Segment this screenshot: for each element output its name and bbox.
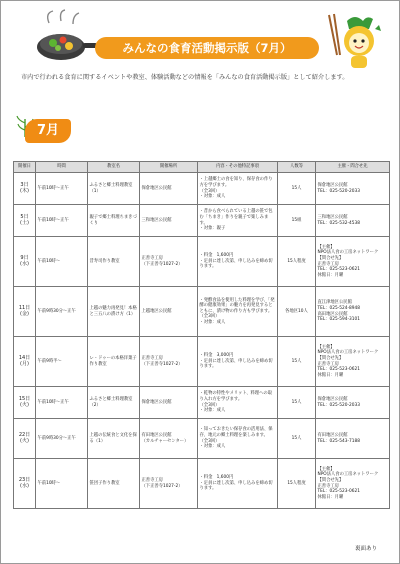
event-content: ・料金 3,000円 ・定員に達し次第、申し込みを締め切ります。 bbox=[198, 337, 278, 387]
event-contact: 三和地区公民館 TEL：025-532-4538 bbox=[316, 205, 390, 237]
event-capacity: 15人程度 bbox=[278, 459, 316, 509]
table-header-row bbox=[14, 162, 390, 173]
event-time: 午前10時～正午 bbox=[36, 205, 88, 237]
event-place: 上越地区公民館 bbox=[140, 287, 198, 337]
events-table bbox=[13, 161, 390, 509]
event-date: 11日 (金) bbox=[14, 287, 36, 337]
table-row bbox=[14, 173, 390, 205]
column-header-contact: 主催・問合せ先 bbox=[316, 162, 390, 173]
event-capacity: 15人程度 bbox=[278, 237, 316, 287]
event-date: 5日 (土) bbox=[14, 205, 36, 237]
event-capacity: 15人 bbox=[278, 387, 316, 419]
event-place: 有田地区公民館 （カルチャーセンター） bbox=[140, 419, 198, 459]
table-row bbox=[14, 459, 390, 509]
event-capacity: 15組 bbox=[278, 205, 316, 237]
event-class: 親子で郷土料理ちまきづくり bbox=[88, 205, 140, 237]
event-time: 午前10時～正午 bbox=[36, 387, 88, 419]
page-title: みんなの食育活動掲示版（7月） bbox=[95, 37, 319, 59]
event-place: 三和地区公民館 bbox=[140, 205, 198, 237]
event-capacity: 15人 bbox=[278, 419, 316, 459]
table-row bbox=[14, 237, 390, 287]
column-header-content: 内容・その他特記事項 bbox=[198, 162, 278, 173]
event-contact: 直江津地区公民館 TEL：025-524-8948 高田地区公民館 TEL：025-594-3101 bbox=[316, 287, 390, 337]
event-capacity: 15人 bbox=[278, 173, 316, 205]
event-time: 午前10時～ bbox=[36, 459, 88, 509]
table-row bbox=[14, 387, 390, 419]
event-content: ・知っておきたい保存食の活用法、保存、地元の郷土料理を楽しみます。 （全3回） ・対象：成人 bbox=[198, 419, 278, 459]
event-date: 23日 (水) bbox=[14, 459, 36, 509]
event-class: レ・ドゥーの本格洋菓子作り教室 bbox=[88, 337, 140, 387]
event-content: ・料金 1,600円 ・定員に達し次第、申し込みを締め切ります。 bbox=[198, 459, 278, 509]
event-date: 14日 (月) bbox=[14, 337, 36, 387]
table-row bbox=[14, 419, 390, 459]
column-header-class: 教室名 bbox=[88, 162, 140, 173]
mascot-icon bbox=[323, 11, 385, 71]
intro-text: 市内で行われる食育に関するイベントや教室、体験活動などの情報を「みんなの食育活動掲示版」として紹介します。 bbox=[21, 74, 349, 81]
event-class: ふるさと郷土料理教室（1） bbox=[88, 173, 140, 205]
column-header-date: 開催日 bbox=[14, 162, 36, 173]
event-time: 午前9時30分～正午 bbox=[36, 419, 88, 459]
table-row bbox=[14, 287, 390, 337]
event-time: 午前10時～ bbox=[36, 237, 88, 287]
column-header-capacity: 人数等 bbox=[278, 162, 316, 173]
event-content: ・発酵食品を使用した料理を学び、「発酵の健康効果」の魅力を再発見するとともに、漬け物の作り方も学びます。 （全3回） ・対象：成人 bbox=[198, 287, 278, 337]
event-place: 正善寺工房 （下正善寺1027-2） bbox=[140, 459, 198, 509]
event-time: 午前9時30分～正午 bbox=[36, 287, 88, 337]
event-contact: 保倉地区公民館 TEL：025-520-2033 bbox=[316, 387, 390, 419]
event-content: ・乾物の特性やメリット、料理への取り入れ方を学びます。 （全3回） ・対象：成人 bbox=[198, 387, 278, 419]
event-class: 笹団子作り教室 bbox=[88, 459, 140, 509]
event-contact: 【主催】 NPO法人食の工房ネットワーク 【問合せ先】 正善寺工房 TEL：025-523-0621 休館日：月曜 bbox=[316, 237, 390, 287]
event-date: 3日 (木) bbox=[14, 173, 36, 205]
month-badge: 7月 bbox=[25, 119, 71, 143]
table-row bbox=[14, 205, 390, 237]
event-place: 正善寺工房 （下正善寺1027-2） bbox=[140, 237, 198, 287]
event-capacity: 各地区10人 bbox=[278, 287, 316, 337]
event-date: 9日 (水) bbox=[14, 237, 36, 287]
event-place: 保倉地区公民館 bbox=[140, 387, 198, 419]
event-class: 昔寿司作り教室 bbox=[88, 237, 140, 287]
event-content: ・昔から食べられている上越の笹で包む「ちまき」作りを親子で楽しみます。 ・対象：親子 bbox=[198, 205, 278, 237]
frying-pan-icon bbox=[31, 9, 97, 67]
event-contact: 【主催】 NPO法人食の工房ネットワーク 【問合せ先】 正善寺工房 TEL：025-523-0621 休館日：月曜 bbox=[316, 459, 390, 509]
event-contact: 保倉地区公民館 TEL：025-520-2033 bbox=[316, 173, 390, 205]
event-capacity: 15人 bbox=[278, 337, 316, 387]
event-date: 15日 (火) bbox=[14, 387, 36, 419]
event-contact: 有田地区公民館 TEL：025-543-7188 bbox=[316, 419, 390, 459]
column-header-time: 時間 bbox=[36, 162, 88, 173]
event-content: ・上越郷土の食を知り、保存食の作り方を学びます。 （全3回） ・対象：成人 bbox=[198, 173, 278, 205]
reverse-side-note: 裏面あり bbox=[354, 546, 377, 552]
event-place: 正善寺工房 （下正善寺1027-2） bbox=[140, 337, 198, 387]
table-row bbox=[14, 337, 390, 387]
event-class: 上越の伝統食と文化を探る（1） bbox=[88, 419, 140, 459]
event-class: ふるさと郷土料理教室（2） bbox=[88, 387, 140, 419]
event-time: 午前9時半～ bbox=[36, 337, 88, 387]
event-date: 22日 (火) bbox=[14, 419, 36, 459]
column-header-place: 開催場所 bbox=[140, 162, 198, 173]
event-content: ・料金 1,600円 ・定員に達し次第、申し込みを締め切ります。 bbox=[198, 237, 278, 287]
event-class: 上越の魅力再発見！本格と三五八の漬け方（1） bbox=[88, 287, 140, 337]
event-place: 保倉地区公民館 bbox=[140, 173, 198, 205]
event-contact: 【主催】 NPO法人食の工房ネットワーク 【問合せ先】 正善寺工房 TEL：025-523-0621 休館日：月曜 bbox=[316, 337, 390, 387]
event-time: 午前10時～正午 bbox=[36, 173, 88, 205]
